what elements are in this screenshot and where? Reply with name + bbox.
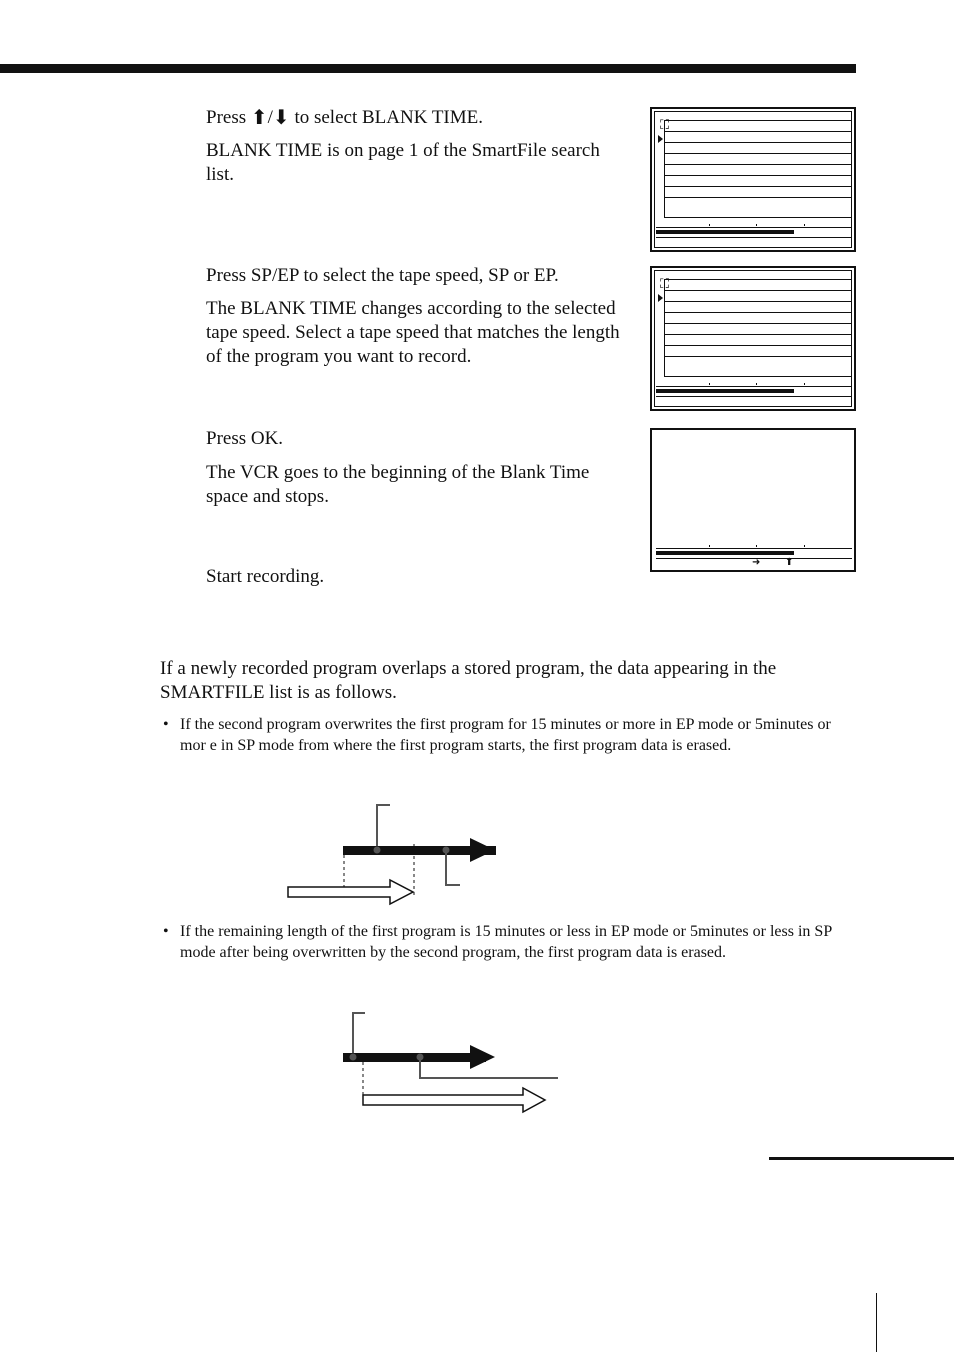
smartfile-logo-icon: ⛶ [660, 118, 670, 133]
top-rule [0, 64, 856, 73]
step-4-instruction: Start recording. [206, 566, 325, 587]
up-arrow-icon: ⬆ [250, 105, 268, 129]
down-arrow-icon: ⬇ [272, 105, 290, 129]
overlap-diagram-1 [280, 800, 510, 910]
right-arrow-icon: ➜ [752, 557, 761, 568]
cursor-arrow-icon [658, 294, 663, 302]
step-2-detail: The BLANK TIME changes according to the selected tape speed. Select a tape speed that matches the length of the program you want to record. [206, 298, 620, 367]
smartfile-logo-icon: ⛶ [660, 277, 670, 292]
smartfile-list [664, 279, 852, 377]
tape-position-bar [656, 389, 794, 393]
overlap-diagram-2 [330, 1005, 570, 1115]
tv-screen-2 [650, 266, 856, 411]
step-1-detail: BLANK TIME is on page 1 of the SmartFile search list. [206, 140, 600, 185]
overlap-intro: If a newly recorded program overlaps a stored program, the data appearing in the SMARTFILE list is as follows. [160, 658, 777, 703]
tape-position-bar [656, 551, 794, 555]
up-arrow-icon: ⬆ [785, 557, 794, 568]
cursor-arrow-icon [658, 135, 663, 143]
tape-position-bar [656, 230, 794, 234]
tv-screen-3 [650, 428, 856, 572]
step-2-instruction: Press SP/EP to select the tape speed, SP or EP. [206, 265, 559, 286]
step-3-detail: The VCR goes to the beginning of the Blank Time space and stops. [206, 462, 590, 507]
step-3-instruction: Press OK. [206, 428, 284, 449]
page-margin-line [876, 1293, 877, 1352]
step-1-instruction: Press ⬆/⬇ to select BLANK TIME. [206, 105, 483, 129]
smartfile-list [664, 120, 852, 218]
bottom-rule [769, 1157, 954, 1160]
tv-screen-1 [650, 107, 856, 252]
